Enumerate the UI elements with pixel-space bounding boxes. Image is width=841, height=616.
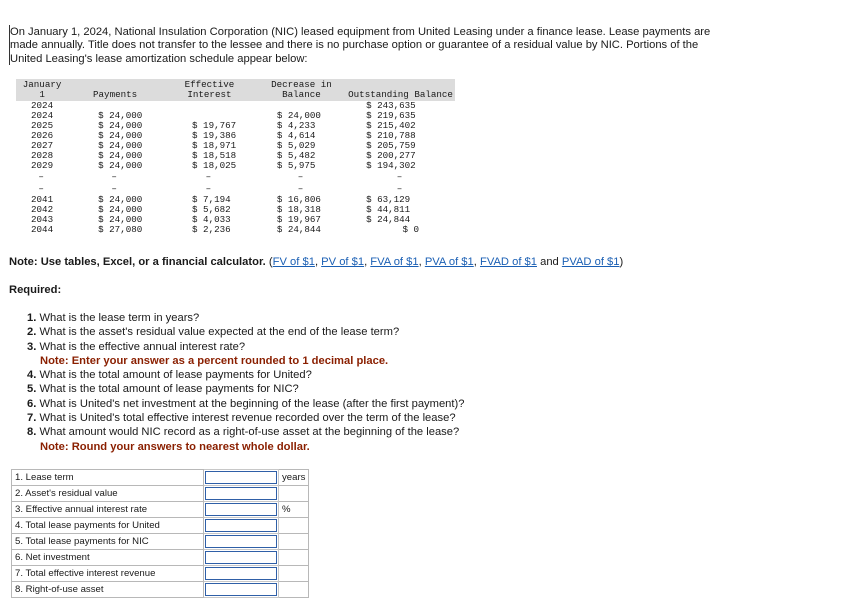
dash-cell: – [396,183,403,194]
problem-intro: On January 1, 2024, National Insulation Corporation (NIC) leased equipment from United Leasing under a finance lease. Lease payments are made annually. Title does not transfer to the lessee and there is no purchase option or guarantee of a residual value by NIC. Portions of the United Leasing's lease amortization schedule appear below: [10,26,711,65]
question-text: What is the asset's residual value expected at the end of the lease term? [39,326,400,339]
question-number: 4. [27,369,40,382]
payment-cell: $ 24,000 [98,160,143,171]
question-number: 7. [27,412,40,425]
payment-cell: $ 24,000 [98,194,143,205]
balance-cell: $ 194,302 [366,160,416,171]
question-text: What is United's total effective interest revenue recorded over the term of the lease? [39,412,456,425]
question-note: Note: Enter your answer as a percent rounded to 1 decimal place. [40,354,389,367]
payment-cell: $ 27,080 [98,224,143,235]
answer-input-cell [204,534,279,550]
year-cell: 2024 [31,100,54,111]
interest-cell: $ 18,518 [192,150,237,161]
answer-row [12,566,309,582]
question-item [27,397,464,411]
interest-cell: $ 19,767 [192,120,237,131]
answer-label: 8. Right-of-use asset [12,582,204,598]
decrease-cell: $ 18,318 [276,204,321,215]
interest-cell: $ 5,682 [192,204,231,215]
year-cell: 2029 [31,160,54,171]
balance-cell: $ 24,844 [366,214,411,225]
note-and: and [540,256,559,268]
decrease-cell: $ 19,967 [276,214,321,225]
dash-cell: – [205,171,212,182]
question-number: 8. [27,426,40,439]
question-list [27,311,464,454]
decrease-cell: $ 4,233 [276,120,316,131]
balance-cell: $ 0 [402,224,419,235]
question-number: 6. [27,397,40,410]
decrease-cell: $ 4,614 [276,130,316,141]
table-row [16,161,455,171]
answer-input[interactable] [205,551,277,564]
answer-input[interactable] [205,567,277,580]
answer-input-cell [204,518,279,534]
interest-cell: $ 7,194 [192,194,231,205]
answer-input[interactable] [205,519,277,532]
answer-row [12,550,309,566]
answer-row [12,486,309,502]
answer-label: 3. Effective annual interest rate [12,502,204,518]
dash-cell: – [297,183,304,194]
balance-cell: $ 63,129 [366,194,411,205]
dash-cell: – [205,183,212,194]
decrease-cell: $ 24,844 [276,224,321,235]
note-bold: Note: Use tables, Excel, or a financial calculator. [9,256,266,268]
col-header-decrease: Decrease in Balance [257,79,346,101]
col-header-january: January 1 [16,79,68,101]
interest-cell: $ 19,386 [192,130,237,141]
dash-cell: – [111,171,117,182]
answer-unit: years [279,470,309,486]
dash-cell: – [297,171,304,182]
link-fva[interactable]: FVA of $1 [370,256,419,268]
table-row [16,225,455,235]
year-cell: 2044 [31,224,54,235]
table-header-row [16,79,455,101]
link-pv[interactable]: PV of $1 [321,256,365,268]
interest-cell: $ 4,033 [192,214,231,225]
payment-cell: $ 24,000 [98,204,143,215]
answer-label: 5. Total lease payments for NIC [12,534,204,550]
answer-input[interactable] [205,583,277,596]
dash-cell: – [396,171,403,182]
decrease-cell: $ 5,029 [276,140,316,151]
decrease-cell: $ 16,806 [276,194,321,205]
balance-cell: $ 44,811 [366,204,411,215]
answer-label: 2. Asset's residual value [12,486,204,502]
answer-input-cell [204,582,279,598]
question-item [27,411,464,425]
answer-unit [279,582,309,598]
answer-unit [279,518,309,534]
answer-unit [279,486,309,502]
question-text: What is the effective annual interest rate? [39,340,246,353]
link-fvad[interactable]: FVAD of $1 [479,256,537,268]
answer-input-cell [204,566,279,582]
year-cell: 2042 [31,204,54,215]
required-heading: Required: [9,284,62,296]
decrease-cell: $ 24,000 [276,110,321,121]
answer-input[interactable] [205,471,277,484]
answer-unit [279,550,309,566]
balance-cell: $ 205,759 [366,140,416,151]
answer-row [12,518,309,534]
answer-input-cell [204,470,279,486]
link-pvad[interactable]: PVAD of $1 [561,256,620,268]
payment-cell: $ 24,000 [98,120,143,131]
link-fv[interactable]: FV of $1 [272,256,315,268]
question-text: What amount would NIC record as a right-of-use asset at the beginning of the lease? [39,426,460,439]
answer-table [11,469,309,598]
question-number: 5. [27,383,40,396]
link-pva[interactable]: PVA of $1 [424,256,474,268]
dash-cell: – [38,183,44,194]
payment-cell: $ 24,000 [98,150,143,161]
balance-cell: $ 215,402 [366,120,416,131]
answer-input[interactable] [205,535,277,548]
question-number: 2. [27,326,40,339]
question-text: What is United's net investment at the beginning of the lease (after the first payment)? [39,397,465,410]
year-cell: 2026 [31,130,54,141]
balance-cell: $ 200,277 [366,150,416,161]
payment-cell: $ 24,000 [98,214,143,225]
interest-cell: $ 18,025 [192,160,237,171]
balance-cell: $ 243,635 [366,100,416,111]
question-item [27,368,464,382]
answer-unit: % [279,502,309,518]
dash-cell: – [111,183,117,194]
question-item [27,325,464,339]
answer-label: 6. Net investment [12,550,204,566]
answer-row [12,470,309,486]
answer-unit [279,534,309,550]
answer-row [12,502,309,518]
col-header-payments: Payments [68,79,162,101]
answer-input-cell [204,550,279,566]
question-text: What is the total amount of lease payments for United? [39,369,312,382]
year-cell: 2028 [31,150,54,161]
answer-row [12,582,309,598]
calculator-note: Note: Use tables, Excel, or a financial calculator. (FV of $1, PV of $1, FVA of $1, PVA of $1, FVAD of $1 and PVAD of $1) [9,256,624,268]
payment-cell: $ 24,000 [98,140,143,151]
balance-cell: $ 219,635 [366,110,416,121]
interest-cell: $ 2,236 [192,224,231,235]
year-cell: 2041 [31,194,54,205]
answer-row [12,534,309,550]
answer-label: 1. Lease term [12,470,204,486]
year-cell: 2027 [31,140,54,151]
balance-cell: $ 210,788 [366,130,416,141]
answer-input-cell [204,486,279,502]
payment-cell: $ 24,000 [98,110,143,121]
interest-cell [162,101,257,111]
answer-unit [279,566,309,582]
question-text: What is the total amount of lease payments for NIC? [39,383,299,396]
col-header-interest: Effective Interest [162,79,257,101]
question-number: 1. [27,312,40,324]
payment-cell: $ 24,000 [98,130,143,141]
year-cell: 2025 [31,120,54,131]
decrease-cell: $ 5,975 [276,160,316,171]
answer-label: 4. Total lease payments for United [12,518,204,534]
question-note: Note: Round your answers to nearest whole dollar. [40,440,310,453]
dash-cell: – [38,171,44,182]
interest-cell: $ 18,971 [192,140,237,151]
table-row [16,215,455,225]
question-item [27,340,464,354]
year-cell: 2043 [31,214,54,225]
year-cell: 2024 [31,110,54,121]
ellipsis-row [16,171,455,183]
decrease-cell: $ 5,482 [276,150,316,161]
answer-input-cell [204,502,279,518]
answer-input[interactable] [205,503,277,516]
amortization-table [16,79,455,235]
question-text: What is the lease term in years? [39,312,200,324]
answer-label: 7. Total effective interest revenue [12,566,204,582]
question-item [27,311,464,325]
col-header-balance: Outstanding Balance [346,79,455,101]
question-item [27,382,464,396]
question-number: 3. [27,340,40,353]
answer-input[interactable] [205,487,277,500]
question-item [27,425,464,439]
